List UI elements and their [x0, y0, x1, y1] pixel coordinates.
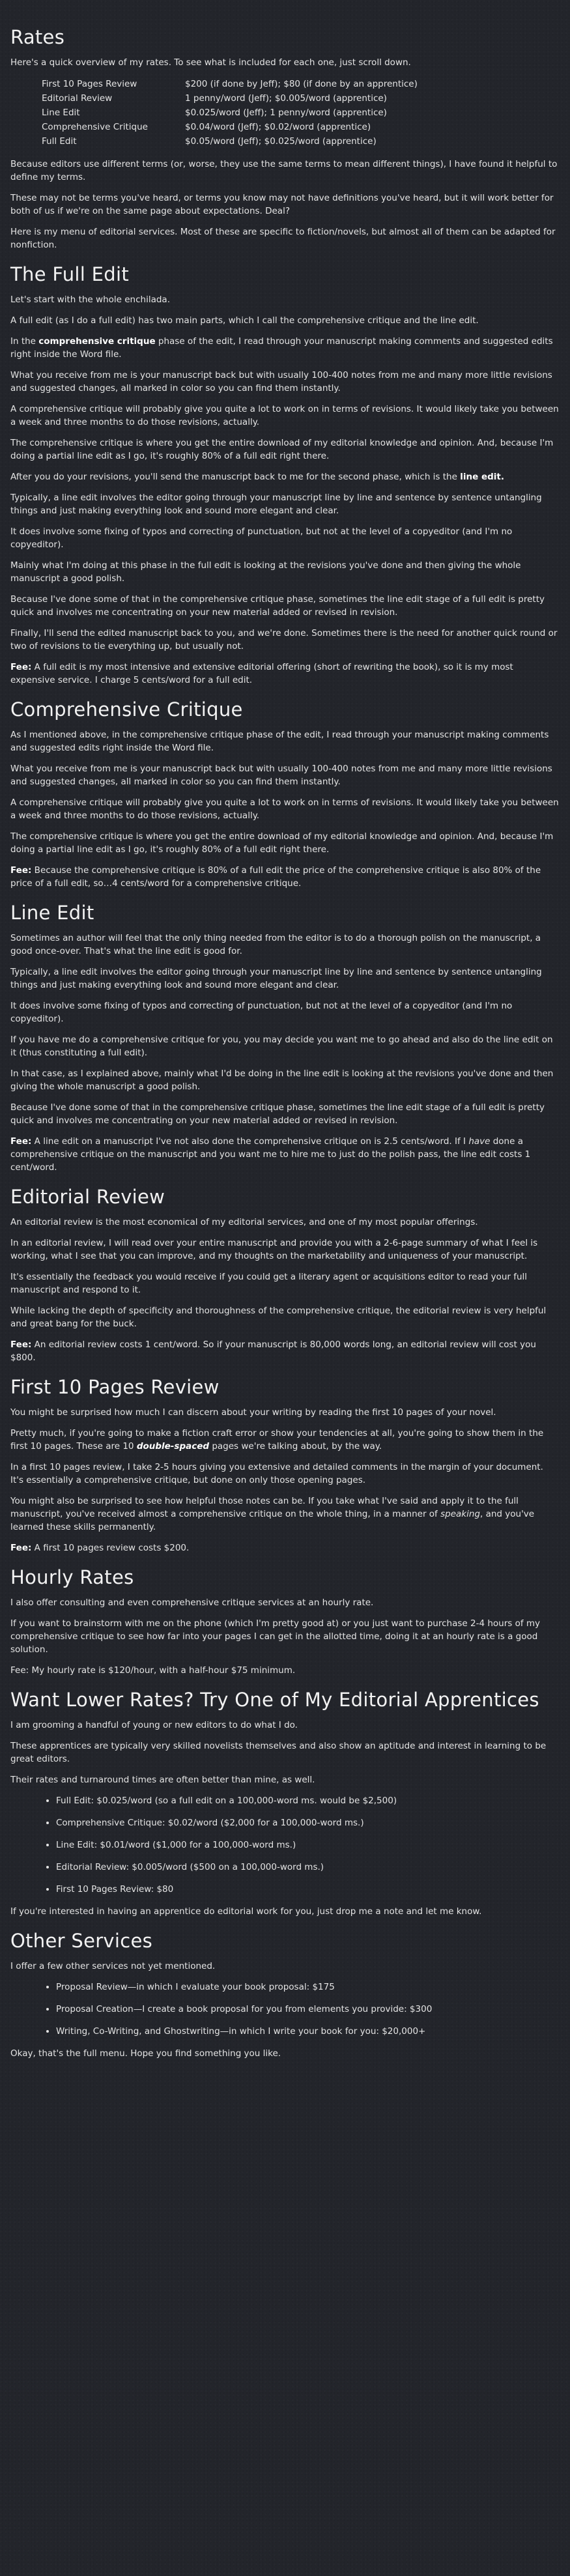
hourly-section [10, 1566, 559, 1677]
other-services-list [10, 1981, 559, 2038]
hourly-heading: Hourly Rates [10, 1566, 134, 1588]
full-edit-paragraph: After you do your revisions, you'll send the manuscript back to me for the second phase, which is the line edit. [10, 472, 504, 482]
editorial-review-section [10, 1186, 559, 1364]
full-edit-section [10, 263, 559, 687]
full-edit-paragraph: A full edit (as I do a full edit) has two main parts, which I call the comprehensive critique and the line edit. [10, 315, 479, 326]
full-edit-paragraph: What you receive from me is your manuscript back but with usually 100-400 notes from me and many more little revisions and suggested changes, all marked in color so you can find them instantly. [10, 370, 552, 394]
full-edit-paragraph: It does involve some fixing of typos and correcting of punctuation, but not at the level of a copyeditor (and I'm no copyeditor). [10, 526, 513, 550]
rates-paragraph: These may not be terms you've heard, or terms you know may not have definitions you've heard, but it will work better for both of us if we're on the same page about expectations. Deal? [10, 193, 554, 216]
first-10-fee: Fee: A first 10 pages review costs $200. [10, 1543, 190, 1553]
other-services-paragraph: I offer a few other services not yet mentioned. [10, 1961, 216, 1971]
first-10-heading: First 10 Pages Review [10, 1376, 220, 1398]
rates-service-cell: First 10 Pages Review [42, 79, 137, 89]
comprehensive-paragraph: A comprehensive critique will probably give you quite a lot to work on in terms of revisions. It would likely take you between a week and three months to do those revisions, actually. [10, 797, 559, 821]
comprehensive-paragraph: As I mentioned above, in the comprehensive critique phase of the edit, I read through your manuscript making comments and suggested edits right inside the Word file. [10, 730, 549, 753]
list-item: • Full Edit: $0.025/word (so a full edit on a 100,000-word ms. would be $2,500) [56, 1794, 559, 1807]
line-edit-fee: Fee: A line edit on a manuscript I've not also done the comprehensive critique on is 2.5 cents/word. If I have done a comprehensive critique on the manuscript and you want me to hire me to just do the polish pass, the line edit costs 1 cent/word. [10, 1136, 531, 1173]
full-edit-paragraph: Let's start with the whole enchilada. [10, 294, 170, 305]
list-item: • Proposal Review—in which I evaluate your book proposal: $175 [56, 1981, 559, 1994]
full-edit-paragraph: The comprehensive critique is where you get the entire download of my editorial knowledge and opinion. And, because I'm doing a partial line edit as I go, it's roughly 80% of a full edit right there. [10, 438, 554, 461]
rates-row [42, 106, 418, 120]
line-edit-paragraph: In that case, as I explained above, mainly what I'd be doing in the line edit is looking at the revisions you've done and then giving the whole manuscript a good polish. [10, 1068, 554, 1092]
rates-section [10, 26, 559, 251]
fee-label: Fee: [10, 1136, 32, 1147]
editorial-review-paragraph: An editorial review is the most economical of my editorial services, and one of my most popular offerings. [10, 1217, 478, 1227]
bold-term: line edit. [460, 472, 504, 482]
hourly-paragraph: If you want to brainstorm with me on the phone (which I'm pretty good at) or you just want to purchase 2-4 hours of my comprehensive critique to see how far into your pages I can get in the allotted time, doing it at an hourly rate is a good solution. [10, 1618, 541, 1655]
fee-label: Fee: [10, 1543, 32, 1553]
full-edit-paragraph: In the comprehensive critique phase of the edit, I read through your manuscript making comments and suggested edits right inside the Word file. [10, 336, 553, 360]
line-edit-heading: Line Edit [10, 902, 94, 924]
list-item: • First 10 Pages Review: $80 [56, 1883, 559, 1896]
comprehensive-section [10, 698, 559, 890]
first-10-paragraph: In a first 10 pages review, I take 2-5 hours giving you extensive and detailed comments in the margin of your document. It's essentially a comprehensive critique, but done on only those opening pages. [10, 1462, 543, 1485]
emphasis: double-spaced [136, 1441, 210, 1452]
list-item: • Comprehensive Critique: $0.02/word ($2,000 for a 100,000-word ms.) [56, 1816, 559, 1829]
rates-paragraph: Here is my menu of editorial services. Most of these are specific to fiction/novels, but almost all of them can be adapted for nonfiction. [10, 227, 556, 250]
line-edit-paragraph: If you have me do a comprehensive critique for you, you may decide you want me to go ahead and also do the line edit on it (thus constituting a full edit). [10, 1035, 553, 1058]
other-services-heading: Other Services [10, 1930, 153, 1952]
hourly-fee: Fee: My hourly rate is $120/hour, with a half-hour $75 minimum. [10, 1665, 296, 1676]
first-10-paragraph: Pretty much, if you're going to make a fiction craft error or show your tendencies at all, you're going to show them in the first 10 pages. These are 10 double-spaced pages we're talking about, by the way. [10, 1428, 544, 1452]
other-services-paragraph: Okay, that's the full menu. Hope you find something you like. [10, 2048, 281, 2059]
fee-label: Fee: [10, 662, 32, 672]
full-edit-heading: The Full Edit [10, 263, 130, 285]
bold-term: comprehensive critique [38, 336, 156, 347]
line-edit-section [10, 902, 559, 1174]
first-10-paragraph: You might also be surprised to see how helpful those notes can be. If you take what I've said and apply it to the full manuscript, you've received almost a comprehensive critique on the whole thing, in a manner of speaking, and you've learned these skills permanently. [10, 1496, 535, 1532]
full-edit-fee: Fee: A full edit is my most intensive and extensive editorial offering (short of rewriting the book), so it is my most expensive service. I charge 5 cents/word for a full edit. [10, 662, 513, 685]
full-edit-paragraph: A comprehensive critique will probably give you quite a lot to work on in terms of revisions. It would likely take you between a week and three months to do those revisions, actually. [10, 404, 559, 427]
page-content [0, 26, 570, 2060]
comprehensive-paragraph: What you receive from me is your manuscript back but with usually 100-400 notes from me and many more little revisions and suggested changes, all marked in color so you can find them instantly. [10, 764, 552, 787]
rates-service-cell: Full Edit [42, 136, 77, 147]
first-10-paragraph: You might be surprised how much I can discern about your writing by reading the first 10 pages of your novel. [10, 1407, 496, 1418]
editorial-review-fee: Fee: An editorial review costs 1 cent/word. So if your manuscript is 80,000 words long, an editorial review will cost you $800. [10, 1339, 536, 1363]
hourly-paragraph: I also offer consulting and even comprehensive critique services at an hourly rate. [10, 1597, 374, 1608]
apprentices-paragraph: Their rates and turnaround times are often better than mine, as well. [10, 1775, 315, 1785]
apprentices-heading: Want Lower Rates? Try One of My Editorial Apprentices [10, 1689, 539, 1711]
full-edit-paragraph: Typically, a line edit involves the editor going through your manuscript line by line and sentence by sentence untangling things and just making everything look and sound more elegant and clear. [10, 493, 542, 516]
rates-row [42, 120, 418, 134]
comprehensive-fee: Fee: Because the comprehensive critique is 80% of a full edit the price of the comprehensive critique is also 80% of the price of a full edit, so…4 cents/word for a comprehensive critique. [10, 865, 541, 889]
editorial-review-paragraph: While lacking the depth of specificity and thoroughness of the comprehensive critique, the editorial review is very helpful and great bang for the buck. [10, 1306, 547, 1329]
editorial-review-paragraph: In an editorial review, I will read over your entire manuscript and provide you with a 2-6-page summary of what I feel is working, what I see that you can improve, and my thoughts on the marketability and uniqueness of your manuscript. [10, 1238, 538, 1261]
comprehensive-heading: Comprehensive Critique [10, 698, 243, 721]
rates-paragraph: Because editors use different terms (or, worse, they use the same terms to mean different things), I have found it helpful to define my terms. [10, 159, 558, 182]
line-edit-paragraph: Sometimes an author will feel that the only thing needed from the editor is to do a thorough polish on the manuscript, a good once-over. That's what the line edit is good for. [10, 933, 541, 956]
rates-price-cell: 1 penny/word (Jeff); $0.005/word (apprentice) [185, 93, 387, 104]
list-item: • Editorial Review: $0.005/word ($500 on a 100,000-word ms.) [56, 1861, 559, 1874]
rates-service-cell: Comprehensive Critique [42, 122, 148, 132]
apprentice-rates-list [10, 1794, 559, 1896]
comprehensive-paragraph: The comprehensive critique is where you get the entire download of my editorial knowledge and opinion. And, because I'm doing a partial line edit as I go, it's roughly 80% of a full edit right there. [10, 831, 554, 855]
apprentices-section [10, 1689, 559, 1918]
rates-price-cell: $0.05/word (Jeff); $0.025/word (apprentice) [185, 136, 377, 147]
rates-row [42, 91, 418, 106]
list-item: • Proposal Creation—I create a book proposal for you from elements you provide: $300 [56, 2003, 559, 2016]
fee-label: Fee: [10, 865, 32, 876]
full-edit-paragraph: Finally, I'll send the edited manuscript back to you, and we're done. Sometimes there is the need for another quick round or two of revisions to tie everything up, but usually not. [10, 628, 558, 651]
rates-service-cell: Line Edit [42, 107, 80, 118]
full-edit-paragraph: Because I've done some of that in the comprehensive critique phase, sometimes the line edit stage of a full edit is pretty quick and involves me concentrating on your new material added or revised in revision. [10, 594, 545, 618]
rates-price-cell: $200 (if done by Jeff); $80 (if done by an apprentice) [185, 79, 418, 89]
editorial-review-paragraph: It's essentially the feedback you would receive if you could get a literary agent or acquisitions editor to read your full manuscript and respond to it. [10, 1272, 528, 1295]
rates-heading: Rates [10, 26, 65, 48]
editorial-review-heading: Editorial Review [10, 1186, 165, 1208]
full-edit-paragraph: Mainly what I'm doing at this phase in the full edit is looking at the revisions you've done and then giving the whole manuscript a good polish. [10, 560, 521, 584]
rates-table [42, 77, 418, 149]
apprentices-paragraph: I am grooming a handful of young or new editors to do what I do. [10, 1720, 298, 1730]
rates-row [42, 77, 418, 91]
list-item: • Line Edit: $0.01/word ($1,000 for a 100,000-word ms.) [56, 1839, 559, 1852]
other-services-section [10, 1930, 559, 2060]
apprentices-paragraph: If you're interested in having an apprentice do editorial work for you, just drop me a note and let me know. [10, 1906, 482, 1917]
emphasis: speaking [440, 1509, 480, 1519]
rates-service-cell: Editorial Review [42, 93, 113, 104]
rates-price-cell: $0.025/word (Jeff); 1 penny/word (apprentice) [185, 107, 387, 118]
rates-intro: Here's a quick overview of my rates. To see what is included for each one, just scroll down. [10, 57, 411, 68]
emphasis: have [468, 1136, 491, 1147]
rates-row [42, 134, 418, 149]
line-edit-paragraph: It does involve some fixing of typos and correcting of punctuation, but not at the level of a copyeditor (and I'm no copyeditor). [10, 1001, 513, 1024]
first-10-section [10, 1376, 559, 1554]
fee-label: Fee: [10, 1339, 32, 1350]
rates-price-cell: $0.04/word (Jeff); $0.02/word (apprentice) [185, 122, 371, 132]
apprentices-paragraph: These apprentices are typically very skilled novelists themselves and also show an aptitude and interest in learning to be great editors. [10, 1741, 547, 1764]
line-edit-paragraph: Typically, a line edit involves the editor going through your manuscript line by line and sentence by sentence untangling things and just making everything look and sound more elegant and clear. [10, 967, 542, 990]
list-item: • Writing, Co-Writing, and Ghostwriting—in which I write your book for you: $20,000+ [56, 2025, 559, 2038]
line-edit-paragraph: Because I've done some of that in the comprehensive critique phase, sometimes the line edit stage of a full edit is pretty quick and involves me concentrating on your new material added or revised in revision. [10, 1102, 545, 1126]
